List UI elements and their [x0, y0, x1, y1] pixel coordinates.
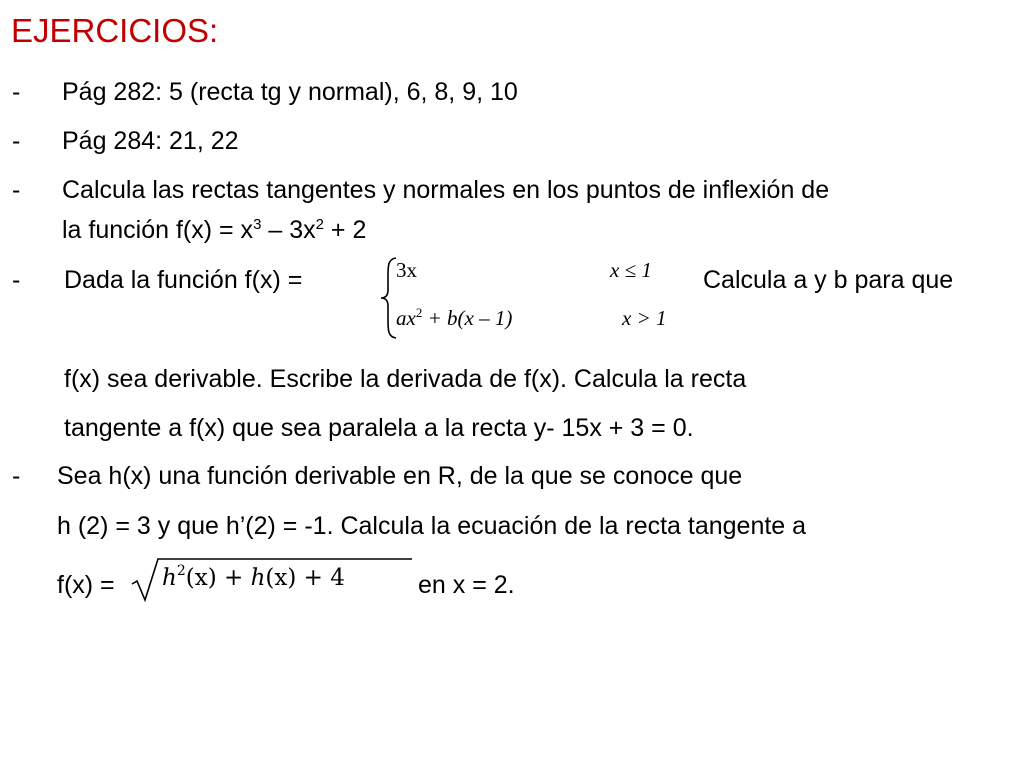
function-prefix: la función f(x) = x	[62, 216, 254, 244]
exercise-item-5-line-1: Sea h(x) una función derivable en R, de la que se conoce que	[57, 462, 743, 490]
exercise-item-4-line-1-right: Calcula a y b para que	[703, 266, 954, 294]
page-title: EJERCICIOS:	[11, 12, 219, 49]
exponent: 3	[253, 216, 262, 233]
piecewise-case-1-expr: 3x	[396, 258, 417, 282]
bullet-dash: -	[12, 127, 21, 155]
exercise-item-4-line-2: f(x) sea derivable. Escribe la derivada de f(x). Calcula la recta	[64, 365, 747, 393]
bullet-dash: -	[12, 266, 21, 294]
piecewise-case-1-cond: x ≤ 1	[610, 258, 652, 282]
exercise-item-5-line-3-suffix: en x = 2.	[418, 571, 515, 599]
function-suffix: + 2	[323, 216, 367, 244]
bullet-dash: -	[12, 462, 21, 490]
exercise-item-2: Pág 284: 21, 22	[62, 127, 239, 155]
exercise-item-3-line-2	[62, 215, 366, 245]
exponent: 2	[315, 216, 324, 233]
piecewise-case-2-cond: x > 1	[622, 306, 667, 330]
exercise-item-4-line-1-left: Dada la función f(x) =	[64, 266, 303, 294]
bullet-dash: -	[12, 78, 21, 106]
exercise-item-3-line-1: Calcula las rectas tangentes y normales en los puntos de inflexión de	[62, 176, 830, 204]
bullet-dash: -	[12, 176, 21, 204]
exercise-item-5-line-3-prefix: f(x) =	[57, 571, 115, 599]
function-middle: – 3x	[261, 216, 316, 244]
radicand: $h^2(x) + h(x) + 4$	[162, 563, 345, 591]
piecewise-function	[378, 256, 678, 340]
exercise-item-4-line-3: tangente a f(x) que sea paralela a la recta y- 15x + 3 = 0.	[64, 414, 694, 442]
exercise-item-5-line-2: h (2) = 3 y que h’(2) = -1. Calcula la ecuación de la recta tangente a	[57, 512, 807, 540]
piecewise-case-2-expr: $ax^2 + b(x - 1)$	[396, 305, 513, 330]
square-root-expression	[130, 556, 414, 602]
exercise-item-1: Pág 282: 5 (recta tg y normal), 6, 8, 9, 10	[62, 78, 518, 106]
